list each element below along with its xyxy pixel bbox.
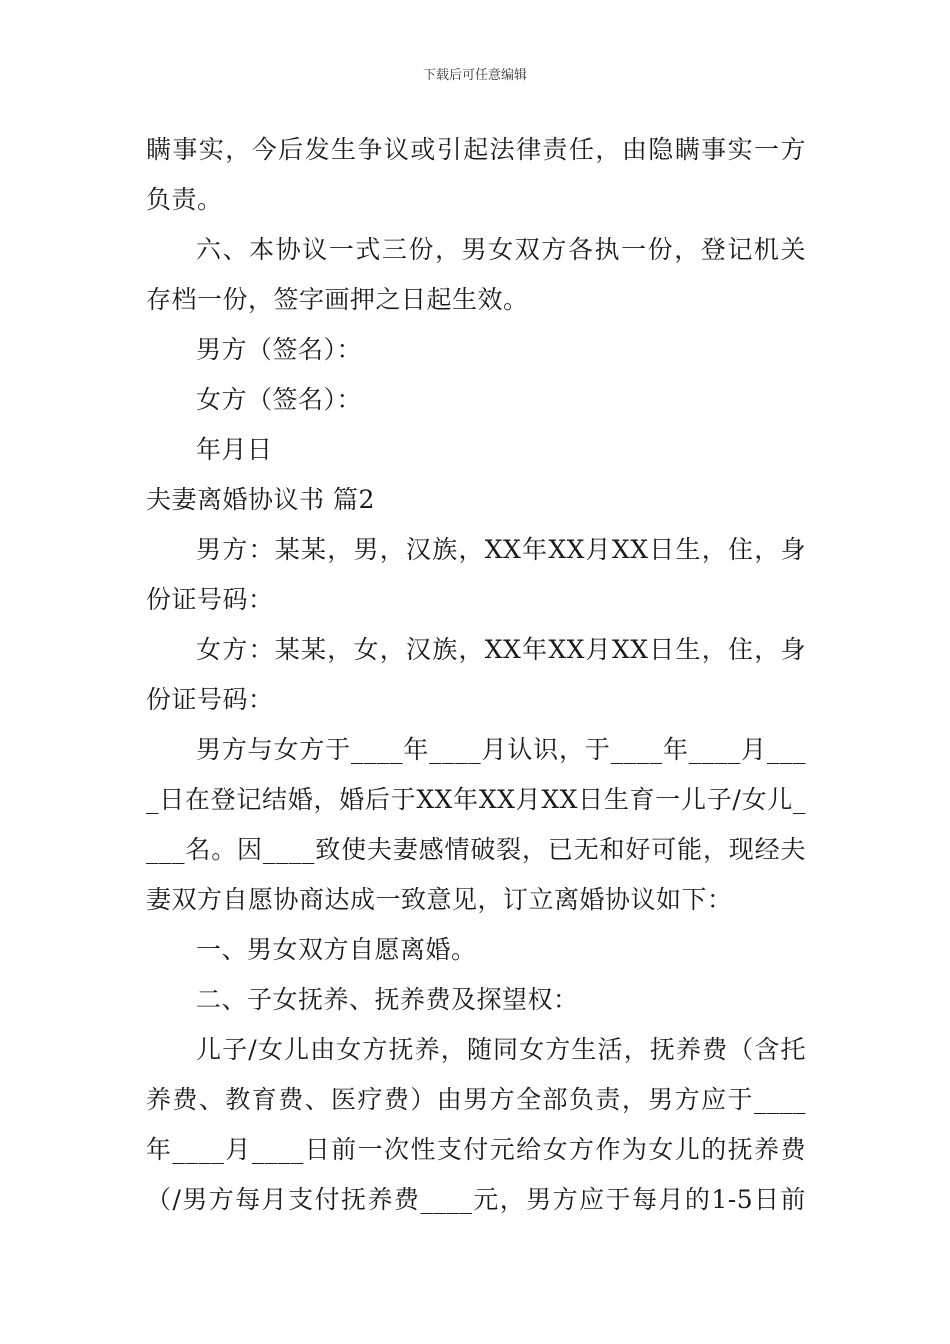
body-line: 存档一份，签字画押之日起生效。 [146, 285, 529, 314]
body-line: ___名。因____致使夫妻感情破裂，已无和好可能，现经夫 [146, 835, 806, 864]
body-line: _日在登记结婚，婚后于XX年XX月XX日生育一儿子/女儿_ [146, 785, 806, 814]
section-title: 夫妻离婚协议书 篇2 [146, 485, 375, 514]
body-line: 瞒事实，今后发生争议或引起法律责任，由隐瞒事实一方 [146, 135, 806, 164]
body-line: 份证号码： [146, 585, 274, 614]
body-line: 养费、教育费、医疗费）由男方全部负责，男方应于____ [146, 1085, 806, 1114]
body-line: 二、子女抚养、抚养费及探望权： [196, 985, 579, 1014]
signature-line-female: 女方（签名）： [196, 385, 363, 414]
body-line: （/男方每月支付抚养费____元，男方应于每月的1-5日前 [146, 1185, 806, 1214]
date-line: 年月日 [196, 435, 273, 464]
body-line: 男方与女方于____年____月认识，于____年____月___ [196, 735, 806, 764]
body-line: 负责。 [146, 185, 223, 214]
body-line: 男方：某某，男，汉族，XX年XX月XX日生，住，身 [196, 535, 806, 564]
body-line: 女方：某某，女，汉族，XX年XX月XX日生，住，身 [196, 635, 806, 664]
body-line: 一、男女双方自愿离婚。 [196, 935, 477, 964]
signature-line-male: 男方（签名）： [196, 335, 363, 364]
body-line: 六、本协议一式三份，男女双方各执一份，登记机关 [196, 235, 806, 264]
page-header: 下载后可任意编辑 [422, 68, 527, 83]
body-line: 儿子/女儿由女方抚养，随同女方生活，抚养费（含托 [196, 1035, 806, 1064]
body-line: 妻双方自愿协商达成一致意见，订立离婚协议如下： [146, 885, 733, 914]
body-line: 年____月____日前一次性支付元给女方作为女儿的抚养费 [146, 1135, 806, 1164]
body-line: 份证号码： [146, 685, 274, 714]
